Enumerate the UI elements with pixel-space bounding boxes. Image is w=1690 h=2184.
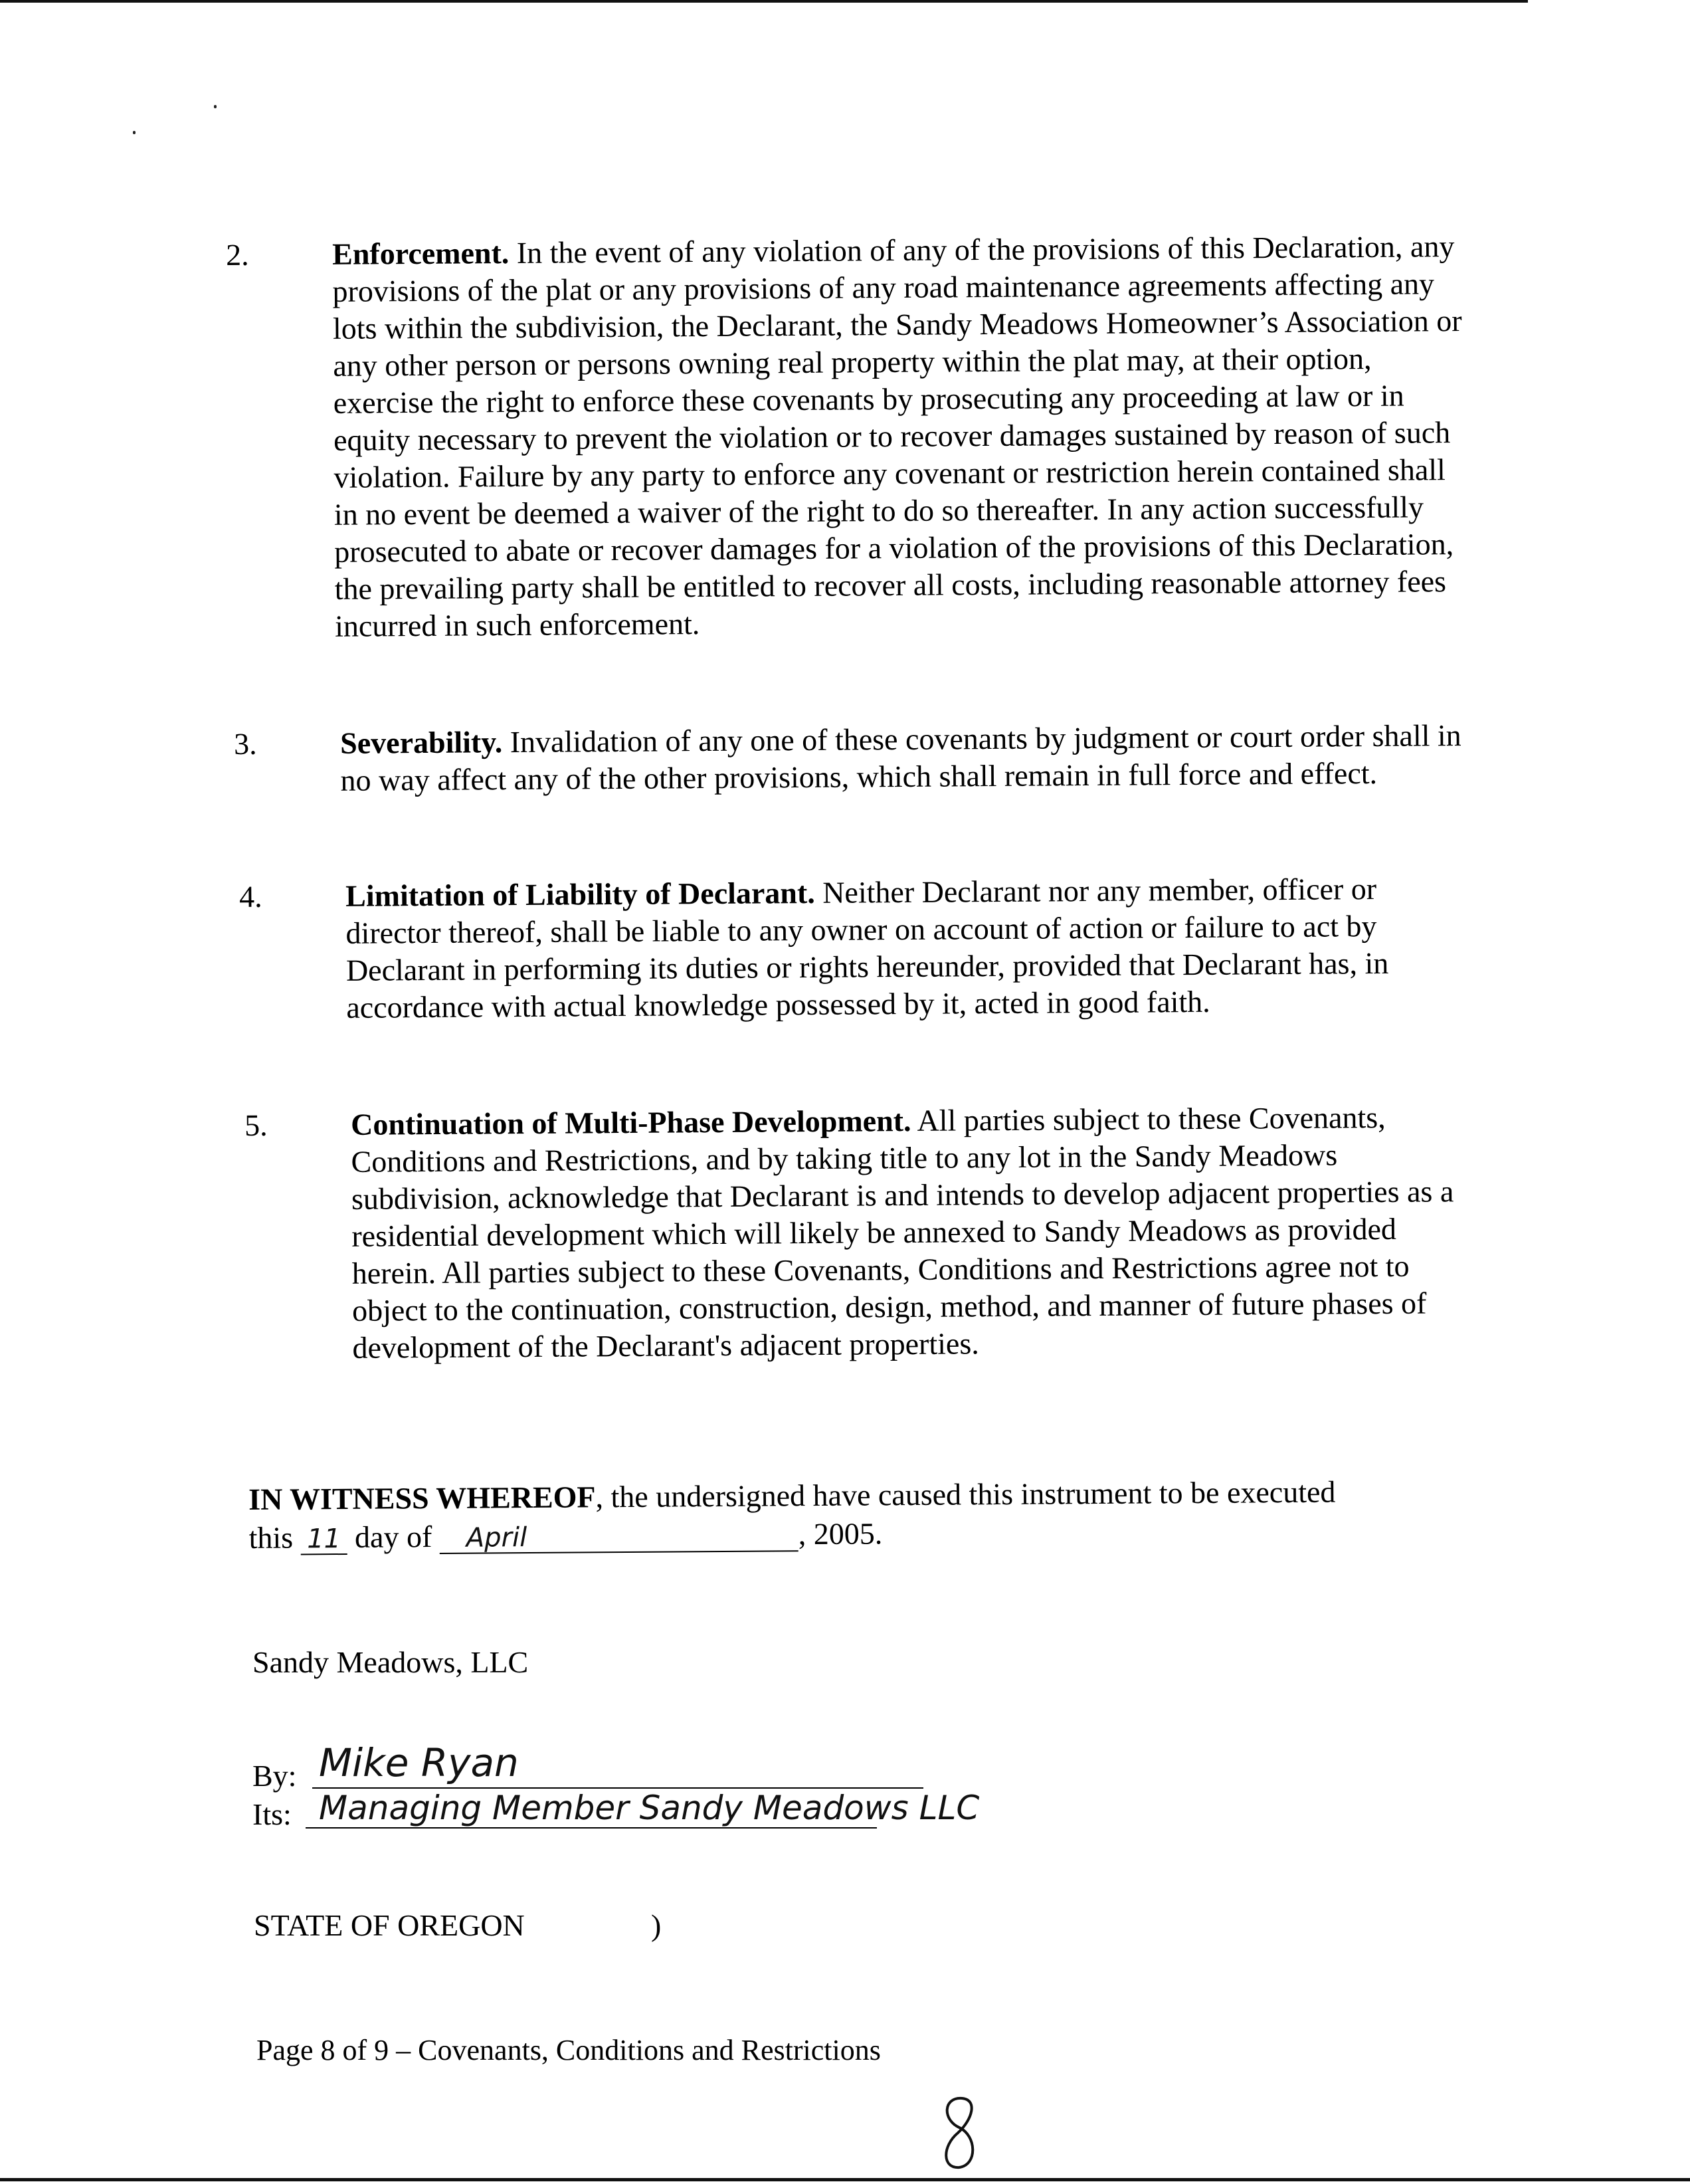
witness-day-of: day of <box>354 1520 432 1554</box>
its-label: Its: <box>252 1797 292 1831</box>
section-text: Invalidation of any one of these covenants by judgment or court order shall in no way affect any of the other provisions, which shall remain in full force and effect. <box>340 718 1461 797</box>
section-number: 4. <box>239 879 262 914</box>
section-body <box>345 870 1476 1027</box>
by-label: By: <box>252 1759 297 1793</box>
company-name: Sandy Meadows, LLC <box>252 1645 529 1679</box>
section-heading: Severability. <box>340 725 503 760</box>
handwritten-eight-icon <box>930 2093 990 2173</box>
section-severability <box>234 717 1477 800</box>
witness-year: , 2005. <box>798 1516 883 1551</box>
top-border-line <box>0 0 1528 3</box>
witness-heading: IN WITNESS WHEREOF <box>248 1480 596 1516</box>
section-text: In the event of any violation of any of the provisions of this Declaration, any provisions of the plat or any provisions of any road maintenance agreements affecting any lots within the subdivision, the Declarant, the Sandy Meadows Homeowner’s Association or any other person or persons owning real property within the plat may, at their option, exercise the right to enforce these covenants by prosecuting any proceeding at law or in equity necessary to prevent the violation or to recover damages sustained by reason of such violation. Failure by any party to enforce any covenant or restriction herein contained shall in no event be deemed a waiver of the right to do so thereafter. In any action successfully prosecuted to abate or recover damages for a violation of the provisions of this Declaration, the prevailing party shall be entitled to recover all costs, including reasonable attorney fees incurred in such enforcement. <box>332 229 1462 643</box>
section-number: 2. <box>226 237 249 272</box>
section-number: 5. <box>244 1108 268 1142</box>
signature-handwritten: Mike Ryan <box>319 1740 519 1785</box>
section-body <box>340 717 1477 799</box>
section-multi-phase-development <box>244 1098 1475 1367</box>
section-text: Neither Declarant nor any member, officer or director thereof, shall be liable to any owner on account of action or failure to act by Declarant in performing its duties or rights hereunder, provided that Declarant has, in accordance with actual knowledge possessed by it, acted in good faith. <box>345 872 1389 1025</box>
day-field: 11 <box>300 1524 347 1555</box>
section-enforcement <box>226 228 1477 646</box>
scan-speck <box>133 131 136 134</box>
handwritten-page-number <box>930 2093 990 2173</box>
section-number: 3. <box>234 726 257 761</box>
section-heading: Limitation of Liability of Declarant. <box>345 875 815 913</box>
section-heading: Continuation of Multi-Phase Development. <box>351 1103 911 1142</box>
title-handwritten: Managing Member Sandy Meadows LLC <box>319 1789 980 1827</box>
section-text: All parties subject to these Covenants, Conditions and Restrictions, and by taking title to any lot in the Sandy Meadows subdivision, acknowledge that Declarant is and intends to develop adjacent properties as a residential development which will likely be annexed to Sandy Meadows as provided herein. All parties subject to these Covenants, Conditions and Restrictions agree not to object to the continuation, construction, design, method, and manner of future phases of development of the Declarant's adjacent properties. <box>351 1100 1454 1365</box>
section-heading: Enforcement. <box>332 236 510 271</box>
witness-clause <box>248 1472 1458 1557</box>
bottom-border-line <box>0 2178 1690 2181</box>
scan-speck <box>214 105 217 108</box>
section-limitation-of-liability <box>239 870 1476 1027</box>
witness-text: , the undersigned have caused this instrument to be executed <box>595 1474 1336 1514</box>
month-field: April <box>440 1521 798 1554</box>
state-paren: ) <box>651 1908 662 1942</box>
page-footer: Page 8 of 9 – Covenants, Conditions and Restrictions <box>256 2034 881 2066</box>
witness-this: this <box>248 1520 294 1555</box>
section-body <box>351 1098 1475 1367</box>
witness-line-2 <box>248 1510 1457 1557</box>
section-body <box>332 228 1477 645</box>
state-label: STATE OF OREGON <box>254 1908 525 1942</box>
